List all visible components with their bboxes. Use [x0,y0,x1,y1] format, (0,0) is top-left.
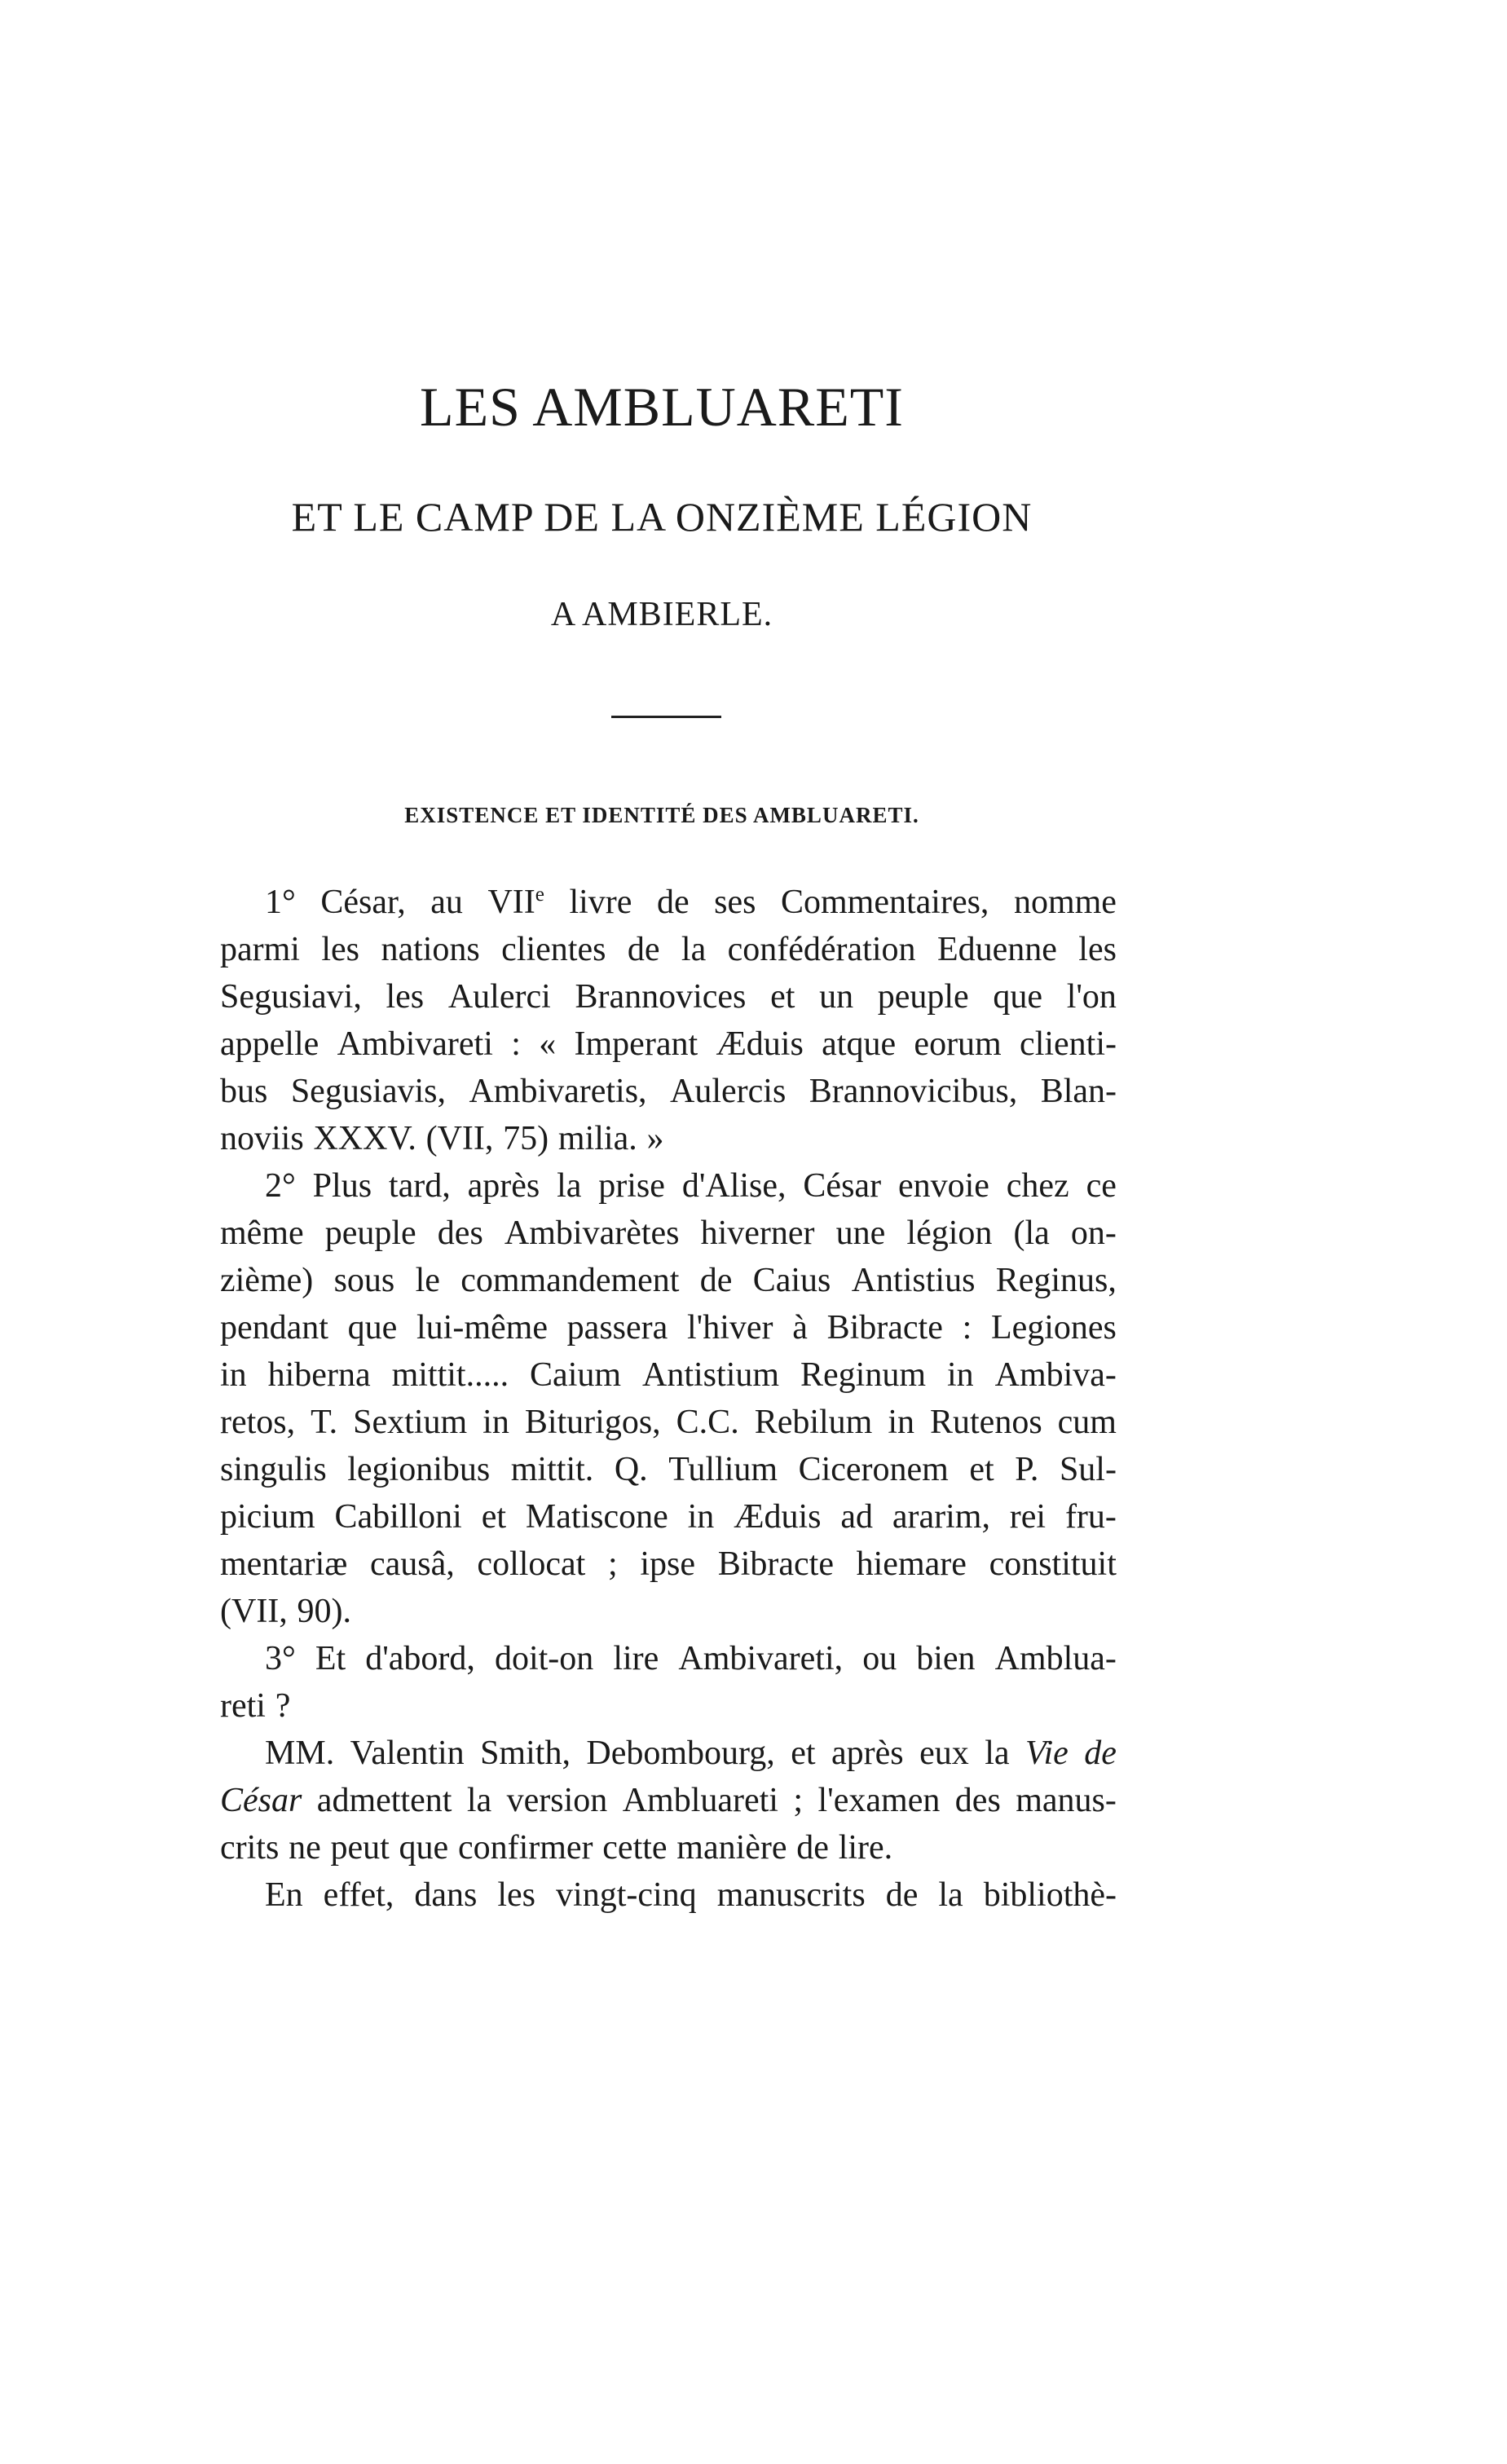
word: P. [1015,1451,1039,1488]
word: Reginus, [995,1262,1117,1299]
word: Bibracte [826,1309,943,1347]
word: les [1078,931,1117,968]
word: Rebilum [754,1404,873,1441]
word: Plus [312,1167,372,1205]
word: ses [714,884,756,921]
text-line [220,1541,1117,1588]
word: César [220,1782,302,1819]
word: causâ, [369,1545,455,1583]
word: Tullium [668,1451,778,1488]
word: Vie [1024,1734,1069,1772]
word: 75) [503,1120,549,1157]
word: César, [320,884,406,921]
word: Sextium [353,1404,468,1441]
word: reti [220,1687,266,1725]
word: Segusiavis, [290,1073,446,1110]
word: l'examen [817,1782,941,1819]
word: ad [840,1498,874,1536]
word: Æduis [734,1498,822,1536]
word: admettent [316,1782,452,1819]
word: hiemare [856,1545,967,1583]
word: ne [289,1829,321,1867]
word: peuple [877,978,969,1016]
word: rei [1009,1498,1047,1536]
word: XXXV. [313,1120,416,1157]
word: eux [919,1734,969,1772]
text-line [220,1399,1117,1446]
word: la [466,1782,492,1819]
word: Blan- [1040,1073,1117,1110]
word: (VII, [220,1593,288,1630]
word: la [938,1876,963,1914]
word: atque [822,1025,897,1063]
word: tard, [388,1167,451,1205]
word: ipse [640,1545,696,1583]
word: singulis [220,1451,327,1488]
word: livre [569,884,632,921]
word: des [954,1782,1001,1819]
word: lui-même [416,1309,548,1347]
text-line [220,1020,1117,1068]
word: vingt-cinq [556,1876,697,1914]
word: Commentaires, [780,884,989,921]
word: crits [220,1829,280,1867]
word: hiberna [267,1356,371,1394]
word: d'abord, [365,1640,475,1677]
word: après [467,1167,540,1205]
word: Æduis [716,1025,804,1063]
word: Matiscone [525,1498,668,1536]
word: de [656,884,690,921]
word: les [386,978,425,1016]
word: les [497,1876,536,1914]
word: et [770,978,795,1016]
word: Ambivareti [337,1025,493,1063]
word: Ambivarètes [504,1214,680,1252]
word: ce [1086,1167,1117,1205]
word: commandement [460,1262,680,1299]
word: chez [1006,1167,1069,1205]
word: on- [1070,1214,1117,1252]
word: nations [381,931,480,968]
word: de [699,1262,733,1299]
word: sous [333,1262,395,1299]
word: « [539,1025,557,1063]
word: appelle [220,1025,319,1063]
word: même [220,1214,304,1252]
word: : [962,1309,972,1347]
word: ararim, [892,1498,990,1536]
text-line [220,1682,1117,1730]
word: confirmer [457,1829,593,1867]
word: Caium [530,1356,622,1394]
word: parmi [220,931,300,968]
word: Legiones [990,1309,1117,1347]
word: Reginum [800,1356,927,1394]
word: Q. [614,1451,648,1488]
word: ? [275,1687,291,1725]
word: in [483,1404,509,1441]
word: et [481,1498,506,1536]
word: picium [220,1498,315,1536]
word: hiverner [700,1214,815,1252]
word: Sul- [1059,1451,1117,1488]
word: : [511,1025,521,1063]
text-line [220,1210,1117,1257]
word: Brannovices [575,978,747,1016]
word: retos, [220,1404,296,1441]
text-line [220,1304,1117,1351]
word: Ciceronem [798,1451,949,1488]
text-line [220,1351,1117,1399]
word: Eduenne [936,931,1057,968]
text-line [220,1446,1117,1493]
text-line [220,926,1117,973]
word: de [796,1829,829,1867]
word: in [687,1498,715,1536]
word: ; [608,1545,618,1583]
text-line [220,973,1117,1020]
word: envoie [897,1167,989,1205]
text-line [220,879,1117,926]
word: collocat [477,1545,586,1583]
word: eorum [914,1025,1002,1063]
word: fru- [1064,1498,1117,1536]
word: legionibus [347,1451,491,1488]
word: manus- [1016,1782,1117,1819]
word: Smith, [480,1734,571,1772]
word: mittit..... [391,1356,509,1394]
word: des [437,1214,483,1252]
text-line [220,1777,1117,1824]
word: après [831,1734,904,1772]
word: noviis [220,1120,304,1157]
word: Aulercis [670,1073,787,1110]
word: Et [315,1640,346,1677]
word: VIIe [487,884,544,921]
word: mittit. [510,1451,594,1488]
word: l'on [1066,978,1117,1016]
word: confédération [727,931,916,968]
word: passera [566,1309,668,1347]
word: manière [676,1829,787,1867]
word: d'Alise, [681,1167,787,1205]
word: bibliothè- [983,1876,1117,1914]
word: in [946,1356,974,1394]
page-place-heading: A AMBIERLE. [550,596,773,633]
word: zième) [220,1262,314,1299]
word: Debombourg, [586,1734,775,1772]
word: clientes [501,931,606,968]
word: bien [916,1640,976,1677]
word: lire. [838,1829,893,1867]
word: Aulerci [447,978,551,1016]
word: bus [220,1073,268,1110]
word: » [646,1120,664,1157]
word: et [791,1734,816,1772]
page-title: LES AMBLUARETI [420,376,904,438]
word: Brannovicibus, [809,1073,1018,1110]
word: Imperant [574,1025,698,1063]
word: un [819,978,854,1016]
word: Ambivaretis, [469,1073,647,1110]
word: En [265,1876,303,1914]
word: version [506,1782,608,1819]
word: in [220,1356,247,1394]
word: 1° [265,884,296,921]
word: une [835,1214,886,1252]
word: (VII, [425,1120,494,1157]
word: constituit [989,1545,1117,1583]
word: Amblua- [994,1640,1117,1677]
word: pendant [220,1309,328,1347]
word: de [885,1876,919,1914]
word: au [430,884,463,921]
text-line [220,1115,1117,1162]
text-line [220,1871,1117,1919]
word: César [803,1167,882,1205]
word: et [969,1451,994,1488]
word: doit-on [494,1640,594,1677]
word: lire [613,1640,659,1677]
section-heading: EXISTENCE ET IDENTITÉ DES AMBLUARETI. [404,803,919,827]
word: à [792,1309,808,1347]
word: Antistius [851,1262,976,1299]
text-line [220,1730,1117,1777]
word: la [681,931,707,968]
word: nomme [1013,884,1117,921]
word: Valentin [350,1734,465,1772]
word: de [1084,1734,1117,1772]
word: Ambluareti [622,1782,778,1819]
word: (la [1013,1214,1050,1252]
word: prise [598,1167,665,1205]
word: l'hiver [686,1309,773,1347]
word: cum [1057,1404,1117,1441]
word: de [627,931,660,968]
divider-rule [611,716,721,718]
word: légion [906,1214,993,1252]
word: peut [330,1829,390,1867]
word: manuscrits [716,1876,866,1914]
word: in [888,1404,915,1441]
word: que [347,1309,398,1347]
text-line [220,1257,1117,1304]
word: MM. [265,1734,335,1772]
word: Biturigos, [524,1404,661,1441]
text-line [220,1493,1117,1541]
word: ; [793,1782,804,1819]
word: C.C. [676,1404,739,1441]
text-line [220,1162,1117,1210]
word: la [985,1734,1010,1772]
word: milia. [557,1120,637,1157]
text-line [220,1635,1117,1682]
word: Ambiva- [994,1356,1117,1394]
word: 90). [297,1593,352,1630]
word: effet, [323,1876,394,1914]
word: mentariæ [220,1545,348,1583]
word: Bibracte [717,1545,834,1583]
word: les [321,931,360,968]
word: Caius [752,1262,831,1299]
text-line [220,1068,1117,1115]
body-text [220,879,1117,1919]
page-subtitle: ET LE CAMP DE LA ONZIÈME LÉGION [291,494,1033,540]
word: le [415,1262,440,1299]
word: dans [414,1876,478,1914]
text-line [220,1824,1117,1871]
word: 2° [265,1167,296,1205]
word: que [993,978,1043,1016]
word: la [557,1167,582,1205]
word: ou [862,1640,897,1677]
word: Segusiavi, [220,978,362,1016]
text-line [220,1588,1117,1635]
word: que [399,1829,449,1867]
word: Ambivareti, [678,1640,844,1677]
word: peuple [324,1214,416,1252]
word: Antistium [642,1356,780,1394]
word: Rutenos [930,1404,1042,1441]
word: cette [602,1829,668,1867]
word: clienti- [1020,1025,1117,1063]
word: T. [311,1404,338,1441]
word: 3° [265,1640,296,1677]
word: Cabilloni [334,1498,462,1536]
